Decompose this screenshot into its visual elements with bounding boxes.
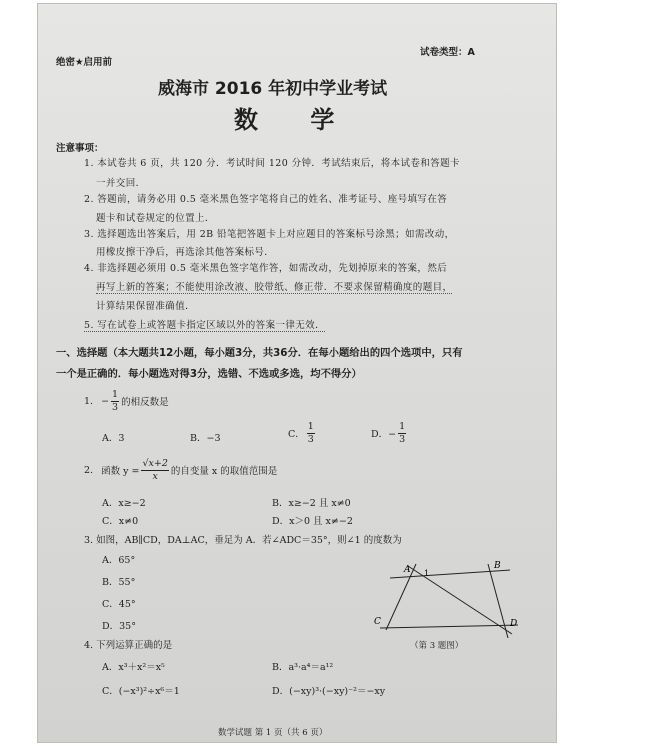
note-2-line-2: 题卡和试卷规定的位置上． [96,213,215,224]
q1-minus: − [101,395,110,407]
note-2-line-1: 2. 答题前，请务必用 0.5 毫米黑色签字笔将自己的姓名、准考证号、座号填写在答 [84,194,448,205]
section-heading-line-1: 一、选择题（本大题共12小题，每小题3分，共36分．在每小题给出的四个选项中，只有 [56,347,463,359]
secret-label: 绝密★启用前 [56,57,113,68]
q3-stem: 3. 如图，AB∥CD，DA⊥AC，垂足为 A．若∠ADC＝35°，则∠1 的度数为 [84,535,402,546]
note-4-line-1: 4. 非选择题必须用 0.5 毫米黑色签字笔作答，如需改动，先划掉原来的答案，然后 [84,263,448,274]
note-5: 5. 写在试卷上或答题卡指定区域以外的答案一律无效． [84,317,325,332]
q3-option-c: C．45° [102,599,136,610]
q2-option-c: C．x≠0 [102,516,139,527]
q4-option-d: D．(−xy)³·(−xy)⁻²＝−xy [272,686,386,697]
note-1-line-2: 一并交回． [96,178,146,189]
fig-label-a: A [404,565,411,575]
q1-numerator: 1 [112,389,119,400]
q2-stem [84,459,277,481]
q3-option-b: B．55° [102,577,136,588]
note-1-line-1: 1. 本试卷共 6 页，共 120 分．考试时间 120 分钟．考试结束后，将本试卷和答题卡 [84,158,460,169]
q1-option-d-denominator: 3 [399,433,406,445]
q1-stem [84,390,169,412]
q4-option-c: C．(−x³)²÷x⁶＝1 [102,686,180,697]
q1-option-c-label: C． [288,429,305,440]
section-heading-line-2: 一个是正确的．每小题选对得3分，选错、不选或多选，均不得分） [56,368,362,380]
q1-stem-text: 的相反数是 [121,397,169,408]
q1-fraction [111,390,119,412]
q1-option-d-fraction [398,422,406,444]
fig-label-b: B [494,561,501,571]
line-bd [488,564,508,638]
q1-option-d-numerator: 1 [399,421,406,432]
note-4-line-3: 计算结果保留准确值． [96,301,196,312]
q1-option-b: B．−3 [190,433,221,444]
q2-fraction [141,459,168,481]
q1-number: 1. [84,395,94,407]
page-footer: 数学试题 第 1 页（共 6 页） [218,728,328,738]
fig-label-c: C [374,617,381,627]
exam-paper [38,4,556,742]
q1-option-c-denominator: 3 [307,433,314,445]
subject-title: 数 学 [234,106,357,134]
q3-option-a: A．65° [102,555,136,566]
q1-option-a: A．3 [102,433,125,444]
q2-option-a: A．x≥−2 [102,498,146,509]
q1-option-d [371,422,408,444]
q2-stem-text: 的自变量 x 的取值范围是 [170,466,278,477]
q1-option-d-label: D．− [371,429,397,440]
q2-denominator: x [152,470,158,482]
note-3-line-1: 3. 选择题选出答案后，用 2B 铅笔把答题卡上对应题目的答案标号涂黑；如需改动， [84,229,455,240]
q2-option-b: B．x≥−2 且 x≠0 [272,498,351,509]
q4-option-a: A．x³＋x²＝x⁵ [102,662,165,673]
line-cd [380,625,518,628]
q1-option-c-numerator: 1 [307,421,314,432]
fig-label-d: D [510,619,518,629]
exam-title: 威海市 2016 年初中学业考试 [158,79,388,99]
q2-numerator: √x+2 [142,458,168,469]
note-4-line-2: 再写上新的答案；不能使用涂改液、胶带纸、修正带．不要求保留精确度的题目， [96,279,452,294]
q1-denominator: 3 [112,401,119,413]
q1-option-c [288,422,317,444]
fig-label-angle-1: 1 [424,569,430,578]
q4-stem: 4. 下列运算正确的是 [84,640,173,651]
q2-stem-prefix: 函数 y = [101,466,140,477]
q3-figure-caption: （第 3 题图） [410,641,464,651]
q1-option-c-fraction [307,422,315,444]
paper-type-label: 试卷类型：A [420,47,475,58]
q2-number: 2. [84,464,94,476]
q4-option-b: B．a³·a⁴＝a¹² [272,662,334,673]
q2-option-d: D．x＞0 且 x≠−2 [272,516,353,527]
q3-option-d: D．35° [102,621,136,632]
note-3-line-2: 用橡皮擦干净后，再选涂其他答案标号． [96,247,275,258]
line-ac [386,564,416,630]
notes-heading: 注意事项： [56,143,104,154]
